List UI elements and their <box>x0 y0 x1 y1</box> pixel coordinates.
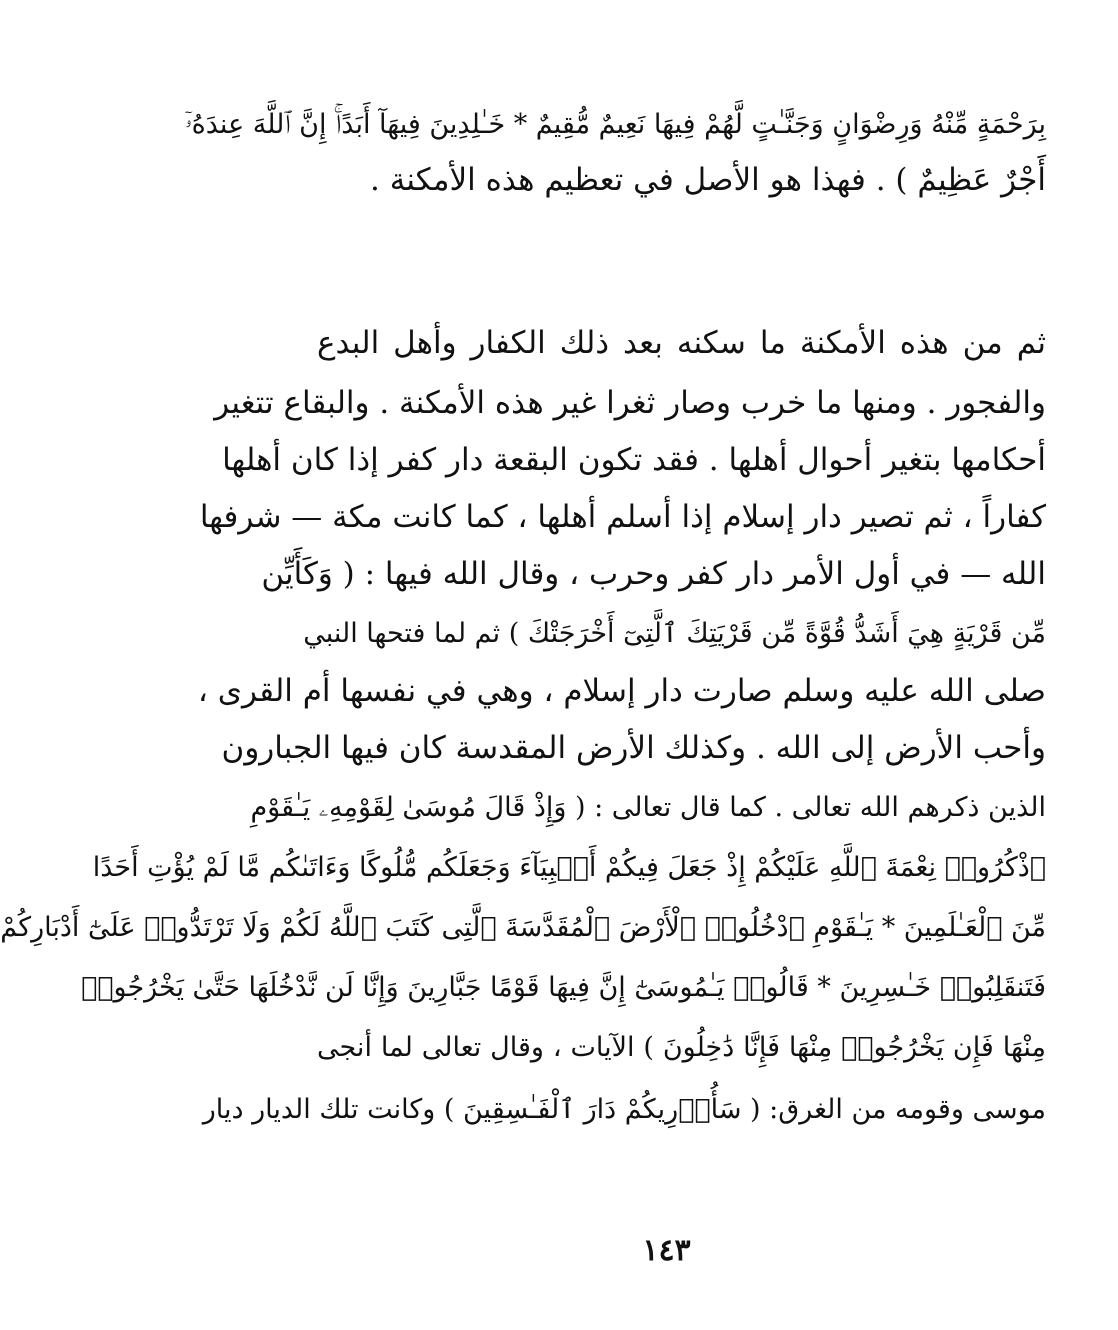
text-line-12: ٱذْكُرُوا۟ نِعْمَةَ ٱللَّهِ عَلَيْكُمْ إِذْ جَعَلَ فِيكُمْ أَنۢبِيَآءَ وَجَعَلَكُم مُّلُوكًا وَءَاتَىٰكُم مَّا لَمْ يُؤْتِ أَحَدًا <box>92 852 1046 883</box>
text-line-16: موسى وقومه من الغرق: ( سَأُو۟رِيكُمْ دَارَ ٱلْفَـٰسِقِينَ ) وكانت تلك الديار ديار <box>202 1094 1046 1125</box>
text-line-4: والفجور . ومنها ما خرب وصار ثغرا غير هذه الأمكنة . والبقاع تتغير <box>214 385 1046 421</box>
text-line-13: مِّنَ ٱلْعَـٰلَمِينَ * يَـٰقَوْمِ ٱدْخُلُوا۟ ٱلْأَرْضَ ٱلْمُقَدَّسَةَ ٱلَّتِى كَتَبَ ٱللَّهُ لَكُمْ وَلَا تَرْتَدُّوا۟ عَلَىٰٓ أَدْبَارِكُمْ <box>0 912 1046 943</box>
text-line-15: مِنْهَا فَإِن يَخْرُجُوا۟ مِنْهَا فَإِنَّا دَٰخِلُونَ ) الآيات ، وقال تعالى لما أنجى <box>317 1032 1046 1063</box>
text-line-14: فَتَنقَلِبُوا۟ خَـٰسِرِينَ * قَالُوا۟ يَـٰمُوسَىٰٓ إِنَّ فِيهَا قَوْمًا جَبَّارِينَ وَإِنَّا لَن نَّدْخُلَهَا حَتَّىٰ يَخْرُجُوا۟ <box>81 972 1046 1003</box>
text-line-1: بِرَحْمَةٍ مِّنْهُ وَرِضْوَانٍ وَجَنَّـٰتٍ لَّهُمْ فِيهَا نَعِيمٌ مُّقِيمٌ * خَـٰلِدِينَ فِيهَآ أَبَدًاۚ إِنَّ ٱللَّهَ عِندَهُۥٓ <box>184 109 1046 140</box>
text-line-8: مِّن قَرْيَةٍ هِيَ أَشَدُّ قُوَّةً مِّن قَرْيَتِكَ ٱلَّتِىٓ أَخْرَجَتْكَ ) ثم لما فتحها النبي <box>303 618 1046 649</box>
text-line-10: وأحب الأرض إلى الله . وكذلك الأرض المقدسة كان فيها الجبارون <box>221 730 1046 766</box>
text-line-7: الله — في أول الأمر دار كفر وحرب ، وقال الله فيها : ( وَكَأَيِّن <box>261 556 1046 592</box>
text-line-5: أحكامها بتغير أحوال أهلها . فقد تكون البقعة دار كفر إذا كان أهلها <box>222 442 1046 478</box>
text-line-3: ثم من هذه الأمكنة ما سكنه بعد ذلك الكفار وأهل البدع <box>317 325 1046 361</box>
text-line-9: صلى الله عليه وسلم صارت دار إسلام ، وهي في نفسها أم القرى ، <box>197 673 1046 709</box>
page-number: ١٤٣ <box>642 1233 691 1268</box>
text-line-11: الذين ذكرهم الله تعالى . كما قال تعالى : ( وَإِذْ قَالَ مُوسَىٰ لِقَوْمِهِۦ يَـٰقَوْمِ <box>250 792 1046 823</box>
text-line-6: كفاراً ، ثم تصير دار إسلام إذا أسلم أهلها ، كما كانت مكة — شرفها <box>199 499 1046 535</box>
text-line-2: أَجْرٌ عَظِيمٌ ) . فهذا هو الأصل في تعظيم هذه الأمكنة . <box>370 162 1046 198</box>
